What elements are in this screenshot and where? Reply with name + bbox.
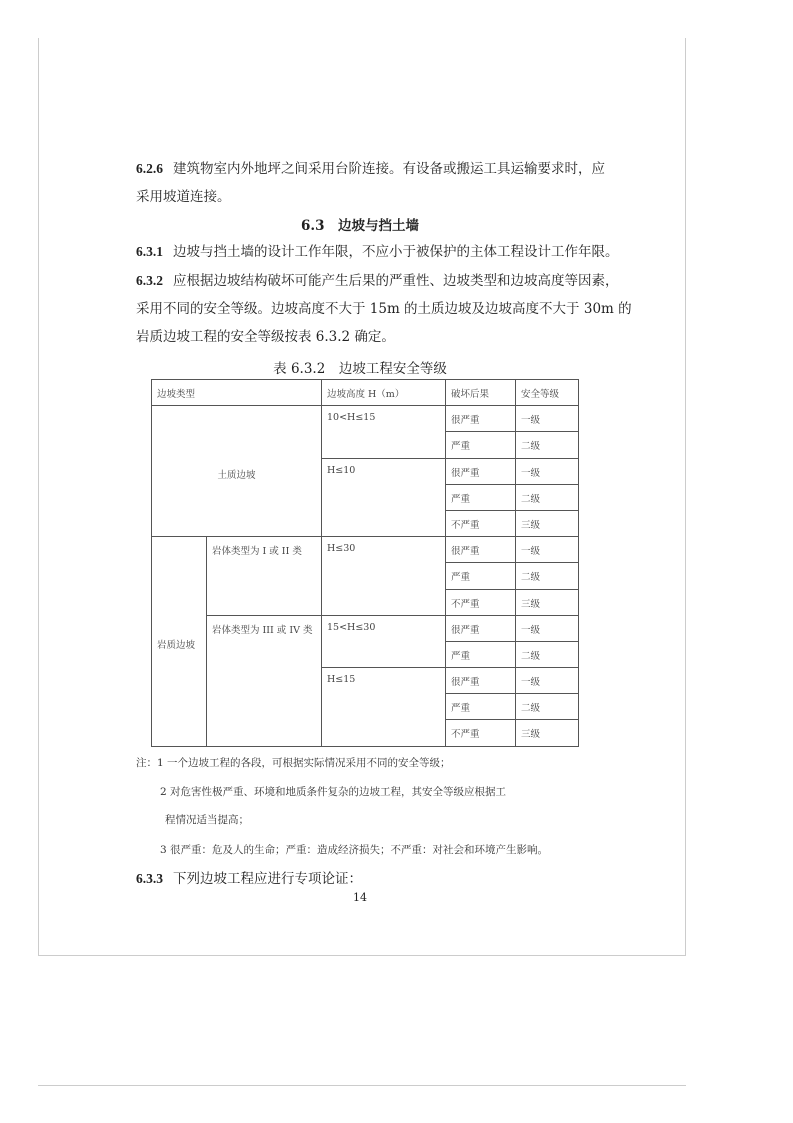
height-cell: 15<H≤30 [322, 615, 446, 667]
consequence-cell: 不严重 [446, 720, 516, 746]
consequence-cell: 很严重 [446, 406, 516, 432]
note-3: 3 很严重：危及人的生命；严重：造成经济损失；不严重：对社会和环境产生影响。 [160, 844, 549, 856]
grade-cell: 一级 [516, 668, 579, 694]
grade-cell: 一级 [516, 537, 579, 563]
table-row [152, 406, 579, 432]
consequence-cell: 严重 [446, 694, 516, 720]
clause-6-3-3 [136, 867, 362, 887]
grade-cell: 三级 [516, 720, 579, 746]
grade-cell: 一级 [516, 406, 579, 432]
header-cell: 边坡类型 [152, 380, 322, 406]
height-cell: H≤10 [322, 458, 446, 537]
consequence-cell: 很严重 [446, 537, 516, 563]
consequence-cell: 不严重 [446, 510, 516, 536]
header-cell: 破坏后果 [446, 380, 516, 406]
grade-cell: 二级 [516, 432, 579, 458]
note-2: 2 对危害性极严重、环境和地质条件复杂的边坡工程，其安全等级应根据工 [160, 786, 507, 798]
consequence-cell: 严重 [446, 641, 516, 667]
clause-number: 6.3.1 [136, 244, 163, 259]
header-cell: 边坡高度 H（m） [322, 380, 446, 406]
grade-cell: 二级 [516, 563, 579, 589]
page-border-right [685, 38, 686, 955]
grade-cell: 一级 [516, 615, 579, 641]
consequence-cell: 严重 [446, 563, 516, 589]
clause-number: 6.3.3 [136, 871, 163, 886]
consequence-cell: 严重 [446, 432, 516, 458]
rock-type-cell: 岩体类型为 I 或 II 类 [207, 537, 322, 616]
rock-type-cell: 岩体类型为 III 或 IV 类 [207, 615, 322, 746]
clause-6-3-1 [136, 240, 619, 260]
table-row [152, 537, 579, 563]
clause-text: 应根据边坡结构破坏可能产生后果的严重性、边坡类型和边坡高度等因素， [173, 273, 619, 289]
consequence-cell: 很严重 [446, 668, 516, 694]
clause-number: 6.2.6 [136, 161, 163, 176]
page-border-bottom [38, 955, 686, 956]
grade-cell: 三级 [516, 510, 579, 536]
header-cell: 安全等级 [516, 380, 579, 406]
height-cell: H≤30 [322, 537, 446, 616]
page-number: 14 [353, 891, 367, 904]
clause-6-2-6-cont: 采用坡道连接。 [136, 189, 231, 205]
clause-text: 下列边坡工程应进行专项论证： [173, 871, 362, 887]
rock-slope-cell: 岩质边坡 [152, 537, 207, 747]
grade-cell: 二级 [516, 484, 579, 510]
clause-6-3-2-cont: 采用不同的安全等级。边坡高度不大于 15m 的土质边坡及边坡高度不大于 30m 的 [136, 301, 632, 317]
note-1: 注：1 一个边坡工程的各段，可根据实际情况采用不同的安全等级； [136, 757, 451, 769]
table-caption: 表 6.3.2 边坡工程安全等级 [273, 361, 447, 377]
height-cell: H≤15 [322, 668, 446, 747]
grade-cell: 二级 [516, 641, 579, 667]
consequence-cell: 很严重 [446, 615, 516, 641]
clause-6-3-2-cont2: 岩质边坡工程的安全等级按表 6.3.2 确定。 [136, 329, 395, 345]
note-2-cont: 程情况适当提高； [165, 814, 249, 826]
table-header-row [152, 380, 579, 406]
clause-number: 6.3.2 [136, 273, 163, 288]
page-border-left [38, 38, 39, 955]
consequence-cell: 严重 [446, 484, 516, 510]
table-row [152, 615, 579, 641]
clause-6-3-2 [136, 269, 619, 289]
clause-6-2-6 [136, 157, 605, 177]
clause-text: 建筑物室内外地坪之间采用台阶连接。有设备或搬运工具运输要求时，应 [173, 161, 605, 177]
soil-slope-cell: 土质边坡 [152, 406, 322, 537]
grade-cell: 二级 [516, 694, 579, 720]
next-page-divider [38, 1085, 686, 1086]
clause-text: 边坡与挡土墙的设计工作年限，不应小于被保护的主体工程设计工作年限。 [173, 244, 619, 260]
safety-grade-table [151, 379, 579, 747]
grade-cell: 一级 [516, 458, 579, 484]
grade-cell: 三级 [516, 589, 579, 615]
section-heading: 6.3 边坡与挡土墙 [301, 218, 419, 234]
consequence-cell: 很严重 [446, 458, 516, 484]
height-cell: 10<H≤15 [322, 406, 446, 458]
consequence-cell: 不严重 [446, 589, 516, 615]
